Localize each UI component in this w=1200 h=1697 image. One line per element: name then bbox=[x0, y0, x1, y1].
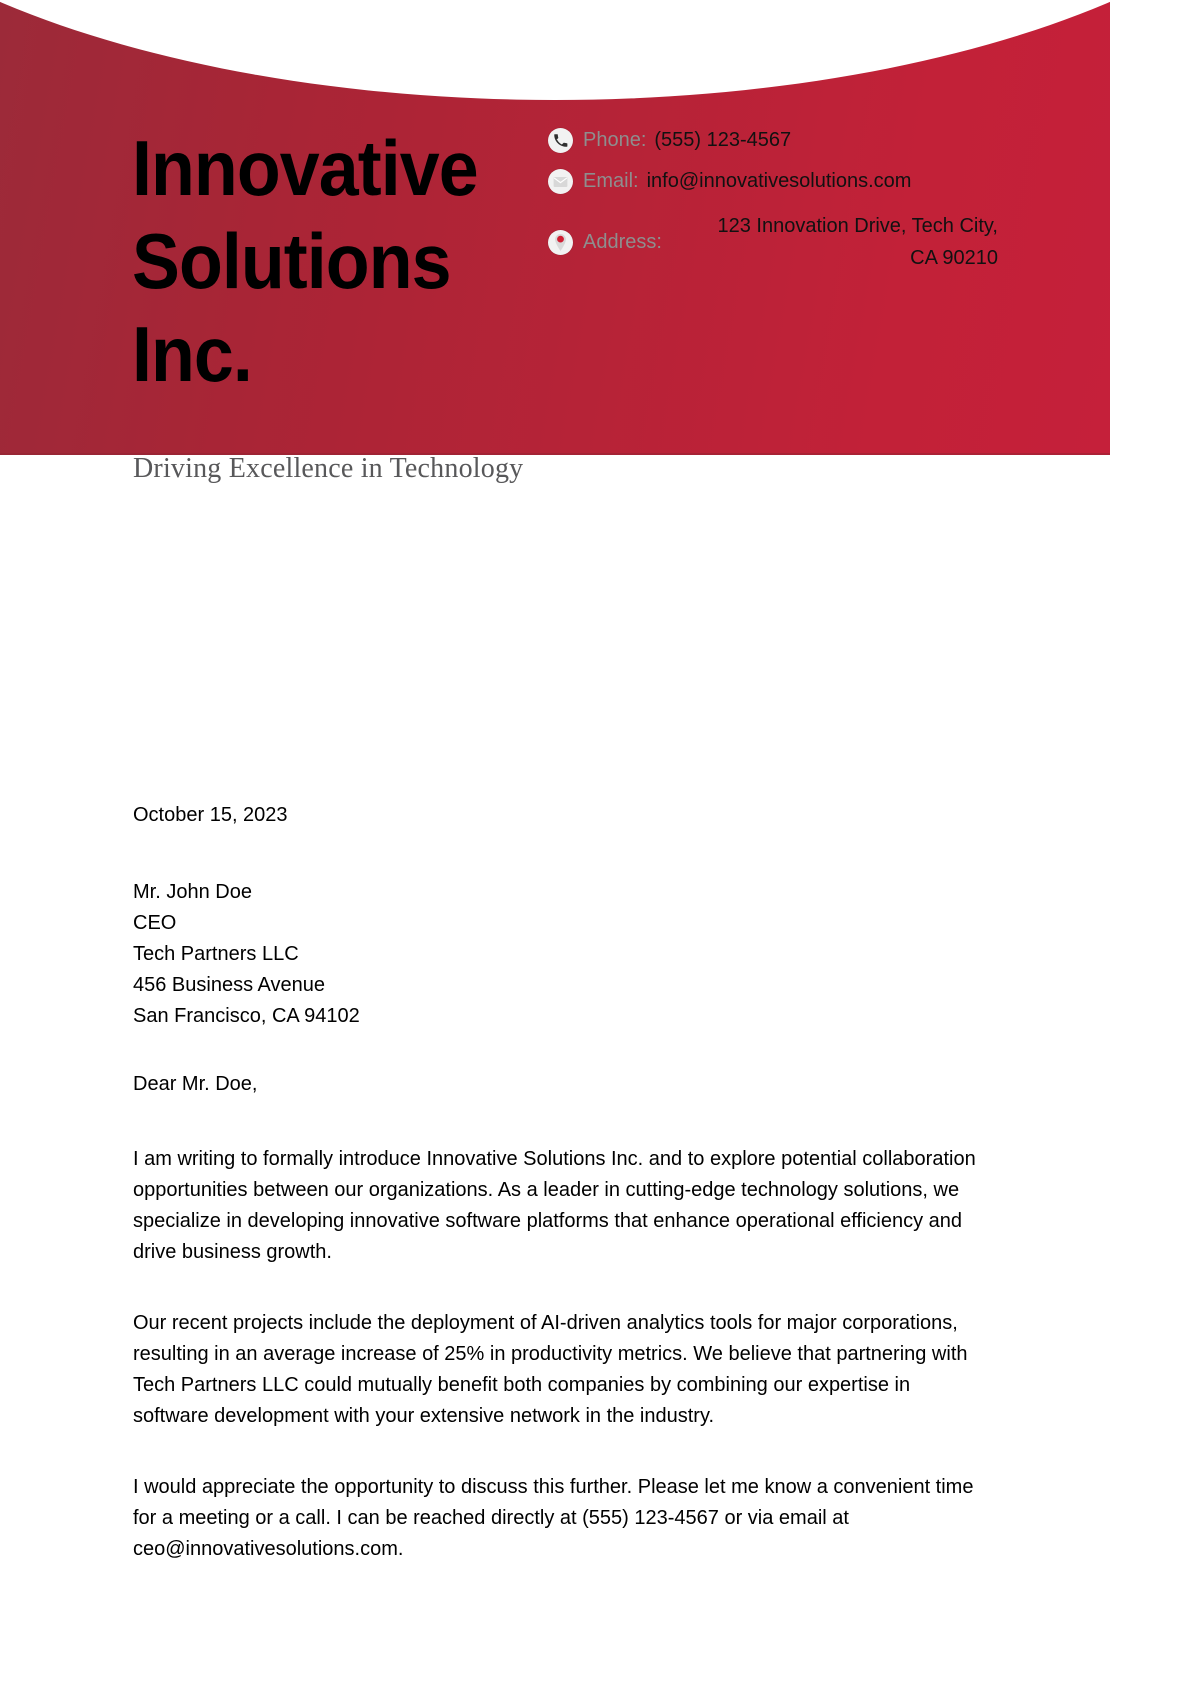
address-label: Address: bbox=[583, 230, 662, 253]
contact-row-address bbox=[548, 210, 998, 274]
contact-row-phone bbox=[548, 128, 998, 153]
address-value bbox=[670, 210, 998, 274]
phone-value: (555) 123-4567 bbox=[654, 129, 792, 151]
recipient-line: 456 Business Avenue bbox=[133, 974, 326, 996]
envelope-icon bbox=[548, 169, 573, 194]
phone-label: Phone: bbox=[583, 129, 647, 151]
address-line-2: CA 90210 bbox=[910, 247, 998, 269]
letter-body bbox=[133, 805, 988, 1565]
letter-date: October 15, 2023 bbox=[133, 804, 288, 826]
email-label: Email: bbox=[583, 170, 639, 192]
company-name: Innovative Solutions Inc. bbox=[132, 124, 478, 398]
body-paragraph-3: I would appreciate the opportunity to discuss this further. Please let me know a convenient time for a meeting or a call. I can be reached directly at (555) 123-4567 or via email at ceo@innovativesolutions.com. bbox=[133, 1476, 974, 1560]
recipient-line: Mr. John Doe bbox=[133, 881, 252, 903]
contact-row-email bbox=[548, 169, 998, 194]
phone-icon bbox=[548, 128, 573, 153]
recipient-line: San Francisco, CA 94102 bbox=[133, 1005, 360, 1027]
salutation: Dear Mr. Doe, bbox=[133, 1073, 258, 1095]
recipient-block bbox=[133, 877, 988, 1032]
tagline: Driving Excellence in Technology bbox=[133, 453, 524, 484]
recipient-line: CEO bbox=[133, 912, 177, 934]
body-paragraph-1: I am writing to formally introduce Innovative Solutions Inc. and to explore potential collaboration opportunities between our organizations. As a leader in cutting-edge technology solutions, we specialize in developing innovative software platforms that enhance operational efficiency and drive business growth. bbox=[133, 1148, 976, 1263]
map-pin-icon bbox=[548, 230, 573, 255]
recipient-line: Tech Partners LLC bbox=[133, 943, 299, 965]
address-line-1: 123 Innovation Drive, Tech City, bbox=[717, 215, 998, 237]
contact-block bbox=[548, 128, 998, 290]
body-paragraph-2: Our recent projects include the deployment of AI-driven analytics tools for major corporations, resulting in an average increase of 25% in productivity metrics. We believe that partnering with Tech Partners LLC could mutually benefit both companies by combining our expertise in software development with your extensive network in the industry. bbox=[133, 1312, 968, 1427]
email-value: info@innovativesolutions.com bbox=[646, 170, 912, 192]
